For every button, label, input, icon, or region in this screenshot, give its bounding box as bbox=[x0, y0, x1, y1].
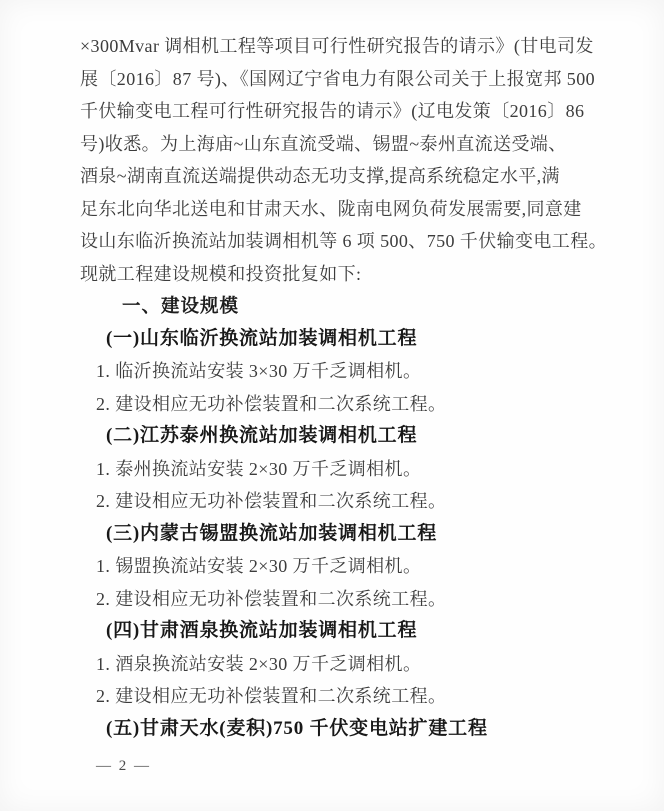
list-item: 1. 泰州换流站安装 2×30 万千乏调相机。 bbox=[96, 458, 422, 479]
paragraph-line: 现就工程建设规模和投资批复如下: bbox=[80, 263, 362, 284]
list-item: 2. 建设相应无功补偿装置和二次系统工程。 bbox=[96, 491, 447, 511]
paragraph-line: 足东北向华北送电和甘肃天水、陇南电网负荷发展需要,同意建 bbox=[80, 198, 582, 219]
paragraph-line: 千伏输变电工程可行性研究报告的请示》(辽电发策〔2016〕86 bbox=[80, 101, 585, 121]
list-item: 2. 建设相应无功补偿装置和二次系统工程。 bbox=[96, 588, 447, 609]
paragraph-line: 号)收悉。为上海庙~山东直流受端、锡盟~泰州直流送受端、 bbox=[80, 133, 567, 154]
list-item: 1. 临沂换流站安装 3×30 万千乏调相机。 bbox=[96, 361, 422, 381]
subsection-heading-1: (一)山东临沂换流站加装调相机工程 bbox=[106, 327, 418, 349]
page-number: — 2 — bbox=[96, 758, 151, 774]
subsection-heading-3: (三)内蒙古锡盟换流站加装调相机工程 bbox=[106, 522, 438, 544]
paragraph-line: ×300Mvar 调相机工程等项目可行性研究报告的请示》(甘电司发 bbox=[80, 36, 594, 56]
list-item: 2. 建设相应无功补偿装置和二次系统工程。 bbox=[96, 393, 447, 414]
list-item: 2. 建设相应无功补偿装置和二次系统工程。 bbox=[96, 686, 447, 706]
paragraph-line: 展〔2016〕87 号)、《国网辽宁省电力有限公司关于上报宽邦 500 bbox=[80, 68, 595, 89]
paragraph-line: 设山东临沂换流站加装调相机等 6 项 500、750 千伏输变电工程。 bbox=[80, 231, 607, 251]
list-item: 1. 酒泉换流站安装 2×30 万千乏调相机。 bbox=[96, 653, 422, 674]
subsection-heading-2: (二)江苏泰州换流站加装调相机工程 bbox=[106, 425, 418, 446]
document-body bbox=[80, 30, 607, 745]
section-title: 一、建设规模 bbox=[122, 295, 240, 316]
subsection-heading-4: (四)甘肃酒泉换流站加装调相机工程 bbox=[106, 620, 418, 641]
subsection-heading-5: (五)甘肃天水(麦积)750 千伏变电站扩建工程 bbox=[106, 717, 488, 739]
paragraph-line: 酒泉~湖南直流送端提供动态无功支撑,提高系统稳定水平,满 bbox=[80, 166, 560, 186]
list-item: 1. 锡盟换流站安装 2×30 万千乏调相机。 bbox=[96, 556, 422, 576]
